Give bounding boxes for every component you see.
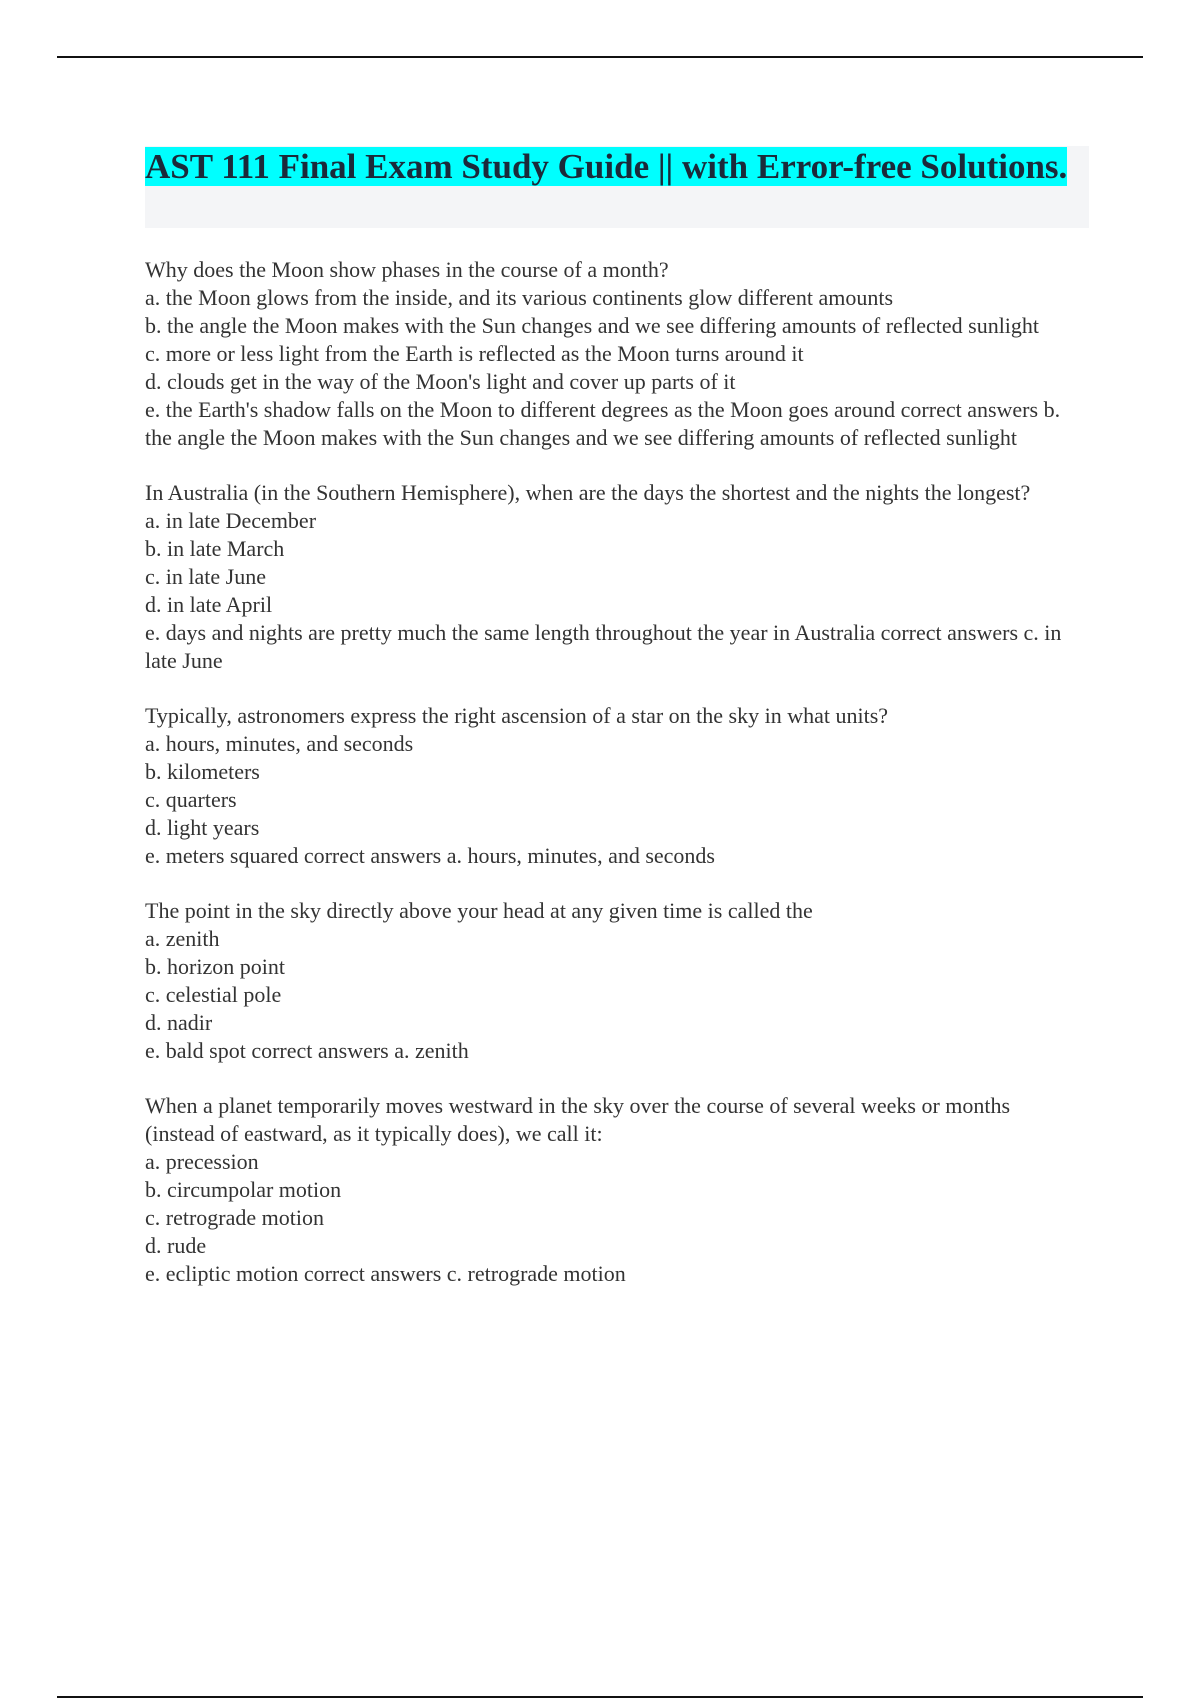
answer-option: a. hours, minutes, and seconds	[145, 731, 414, 756]
answer-option: a. in late December	[145, 508, 317, 533]
answer-option: c. in late June	[145, 564, 266, 589]
top-divider	[57, 56, 1143, 58]
answer-option: e. the Earth's shadow falls on the Moon to different degrees as the Moon goes around correct answers b. the angle the Moon makes with the Sun changes and we see differing amounts of reflected sunlight	[145, 397, 1061, 450]
question-list	[145, 256, 1065, 1315]
question-5	[145, 1092, 1065, 1288]
answer-option: b. circumpolar motion	[145, 1177, 342, 1202]
answer-option: b. horizon point	[145, 954, 285, 979]
answer-option: b. the angle the Moon makes with the Sun changes and we see differing amounts of reflected sunlight	[145, 313, 1040, 338]
answer-option: a. zenith	[145, 926, 220, 951]
answer-option: e. bald spot correct answers a. zenith	[145, 1038, 469, 1063]
answer-option: d. nadir	[145, 1010, 213, 1035]
question-prompt: The point in the sky directly above your head at any given time is called the	[145, 898, 813, 923]
answer-option: e. ecliptic motion correct answers c. retrograde motion	[145, 1261, 626, 1286]
question-4	[145, 897, 1065, 1065]
page-title-highlight: AST 111 Final Exam Study Guide || with Error-free Solutions.	[145, 147, 1068, 186]
question-prompt: When a planet temporarily moves westward in the sky over the course of several weeks or months (instead of eastward, as it typically does), we call it:	[145, 1093, 1011, 1146]
answer-option: d. rude	[145, 1233, 207, 1258]
question-2	[145, 479, 1065, 675]
answer-option: b. in late March	[145, 536, 285, 561]
question-3	[145, 702, 1065, 870]
page-title	[145, 146, 1089, 188]
answer-option: a. precession	[145, 1149, 259, 1174]
answer-option: b. kilometers	[145, 759, 260, 784]
answer-option: c. retrograde motion	[145, 1205, 324, 1230]
answer-option: c. celestial pole	[145, 982, 282, 1007]
answer-option: e. meters squared correct answers a. hours, minutes, and seconds	[145, 843, 715, 868]
answer-option: d. light years	[145, 815, 260, 840]
question-prompt: In Australia (in the Southern Hemisphere), when are the days the shortest and the nights the longest?	[145, 480, 1031, 505]
title-block	[145, 146, 1089, 228]
answer-option: e. days and nights are pretty much the same length throughout the year in Australia correct answers c. in late June	[145, 620, 1062, 673]
answer-option: a. the Moon glows from the inside, and its various continents glow different amounts	[145, 285, 894, 310]
answer-option: c. more or less light from the Earth is reflected as the Moon turns around it	[145, 341, 804, 366]
answer-option: d. in late April	[145, 592, 273, 617]
answer-option: c. quarters	[145, 787, 237, 812]
bottom-divider	[57, 1696, 1143, 1698]
answer-option: d. clouds get in the way of the Moon's light and cover up parts of it	[145, 369, 736, 394]
question-prompt: Why does the Moon show phases in the course of a month?	[145, 257, 669, 282]
question-1	[145, 256, 1065, 452]
question-prompt: Typically, astronomers express the right ascension of a star on the sky in what units?	[145, 703, 889, 728]
